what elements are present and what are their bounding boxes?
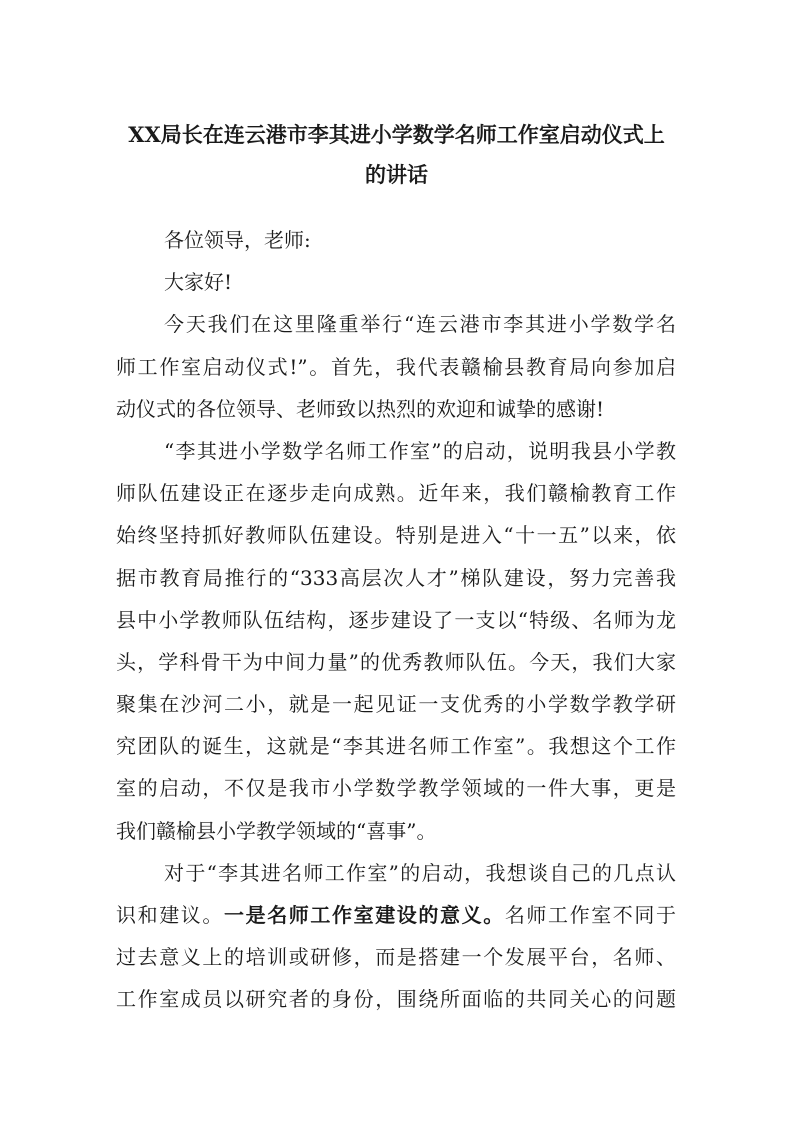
body-line: 师工作室启动仪式!”。首先，我代表赣榆县教育局向参加启: [116, 354, 676, 379]
greeting: 大家好!: [164, 270, 233, 295]
body-line: 县中小学教师队伍结构，逐步建设了一支以“特级、名师为龙: [116, 607, 676, 632]
bold-heading-point-one: 一是名师工作室建设的意义。: [224, 903, 505, 927]
body-line: 头，学科骨干为中间力量”的优秀教师队伍。今天，我们大家: [116, 649, 676, 674]
body-line: 过去意义上的培训或研修，而是搭建一个发展平台，名师、: [116, 945, 676, 970]
title-line-1: XX局长在连云港市李其进小学数学名师工作室启动仪式上: [128, 122, 665, 147]
document-title: [110, 115, 683, 195]
title-line-2: 的讲话: [365, 162, 428, 187]
document-body: [116, 219, 676, 1021]
body-line: 始终坚持抓好教师队伍建设。特别是进入“十一五”以来，依: [116, 523, 676, 548]
body-line: 我们赣榆县小学教学领域的“喜事”。: [116, 818, 437, 843]
body-line: 聚集在沙河二小，就是一起见证一支优秀的小学数学教学研: [116, 692, 676, 717]
body-line: 究团队的诞生，这就是“李其进名师工作室”。我想这个工作: [116, 734, 676, 759]
body-line: 对于“李其进名师工作室”的启动，我想谈自己的几点认: [164, 860, 676, 885]
body-line: “李其进小学数学名师工作室”的启动，说明我县小学教: [164, 438, 676, 463]
body-line: 今天我们在这里隆重举行“连云港市李其进小学数学名: [164, 312, 676, 337]
body-line-mixed: [116, 894, 676, 936]
body-line: 动仪式的各位领导、老师致以热烈的欢迎和诚挚的感谢!: [116, 396, 605, 421]
body-line: 据市教育局推行的“333高层次人才”梯队建设，努力完善我: [116, 565, 676, 590]
body-text: 名师工作室不同于: [504, 903, 677, 927]
body-line: 室的启动，不仅是我市小学数学教学领域的一件大事，更是: [116, 776, 676, 801]
salutation: 各位领导，老师:: [164, 228, 311, 252]
body-line: 工作室成员以研究者的身份，围绕所面临的共同关心的问题: [116, 987, 676, 1012]
body-text: 识和建议。: [116, 903, 224, 927]
body-line: 师队伍建设正在逐步走向成熟。近年来，我们赣榆教育工作: [116, 481, 676, 506]
